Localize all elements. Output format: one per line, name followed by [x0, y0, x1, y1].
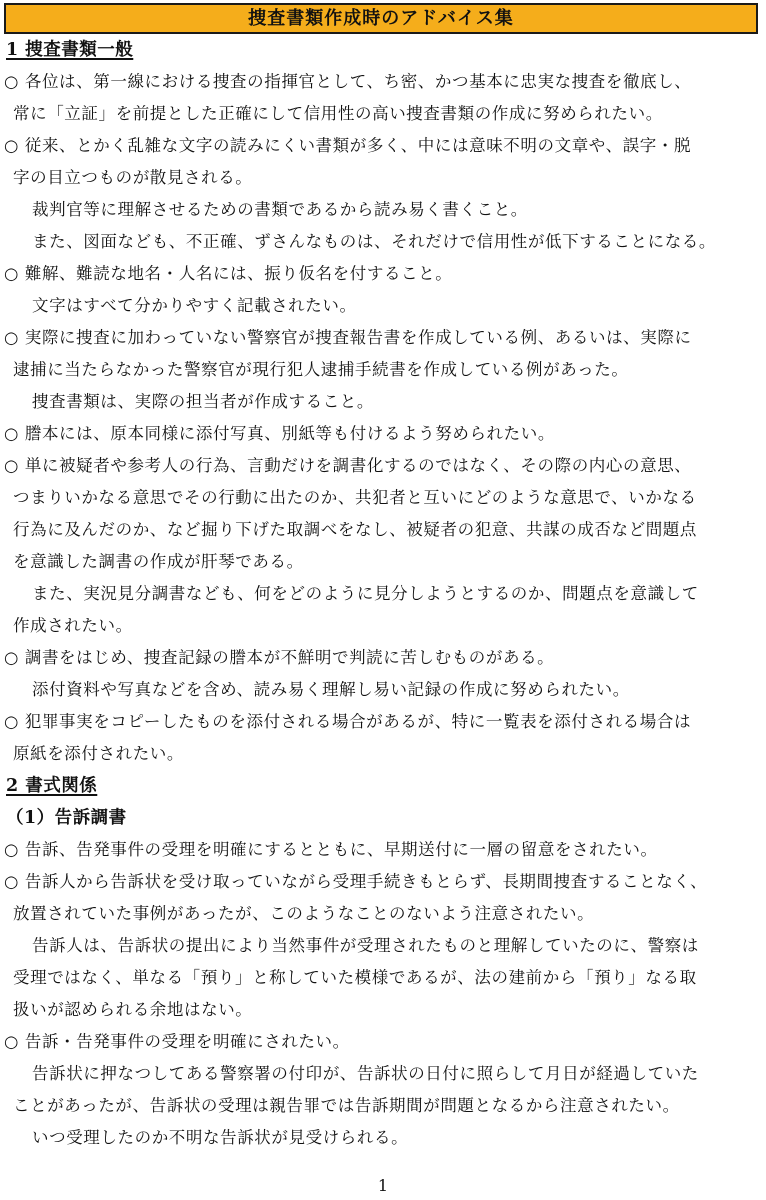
section-2-line: ことがあったが、告訴状の受理は親告罪では告訴期間が問題となるから注意されたい。: [13, 1096, 680, 1115]
section-1-line: ○ 単に被疑者や参考人の行為、言動だけを調書化するのではなく、その際の内心の意思、: [4, 456, 692, 475]
section-1-line: 作成されたい。: [13, 616, 133, 635]
section-2-heading: 2 書式関係: [6, 776, 98, 796]
section-2-line: ○ 告訴・告発事件の受理を明確にされたい。: [4, 1032, 350, 1051]
section-1-line: 常に「立証」を前提とした正確にして信用性の高い捜査書類の作成に努められたい。: [13, 104, 663, 123]
section-1-line: 文字はすべて分かりやすく記載されたい。: [32, 296, 357, 315]
document-title-banner: 捜査書類作成時のアドバイス集: [4, 3, 758, 34]
section-1-line: 添付資料や写真などを含め、読み易く理解し易い記録の作成に努められたい。: [32, 680, 630, 699]
section-1-line: ○ 難解、難読な地名・人名には、振り仮名を付すること。: [4, 264, 453, 283]
page-number: 1: [377, 1176, 389, 1195]
section-2-line: 扱いが認められる余地はない。: [13, 1000, 253, 1019]
section-2-subheading: （1）告訴調書: [6, 808, 127, 828]
section-2-line: 告訴人は、告訴状の提出により当然事件が受理されたものと理解していたのに、警察は: [32, 936, 699, 955]
section-1-line: ○ 犯罪事実をコピーしたものを添付される場合があるが、特に一覧表を添付される場合は: [4, 712, 692, 731]
section-1-heading: 1 捜査書類一般: [6, 40, 134, 60]
section-1-line: 行為に及んだのか、など掘り下げた取調べをなし、被疑者の犯意、共謀の成否など問題点: [13, 520, 697, 539]
section-2-line: ○ 告訴、告発事件の受理を明確にするとともに、早期送付に一層の留意をされたい。: [4, 840, 658, 859]
section-2-line: 告訴状に押なつしてある警察署の付印が、告訴状の日付に照らして月日が経過していた: [32, 1064, 699, 1083]
section-1-line: ○ 実際に捜査に加わっていない警察官が捜査報告書を作成している例、あるいは、実際に: [4, 328, 692, 347]
section-1-line: ○ 謄本には、原本同様に添付写真、別紙等も付けるよう努められたい。: [4, 424, 555, 443]
section-1-line: 字の目立つものが散見される。: [13, 168, 253, 187]
section-1-line: 原紙を添付されたい。: [13, 744, 184, 763]
section-1-line: ○ 従来、とかく乱雑な文字の読みにくい書類が多く、中には意味不明の文章や、誤字・脱: [4, 136, 692, 155]
section-1-line: つまりいかなる意思でその行動に出たのか、共犯者と互いにどのような意思で、いかなる: [13, 488, 697, 507]
section-2-line: ○ 告訴人から告訴状を受け取っていながら受理手続きもとらず、長期間捜査することなく、: [4, 872, 708, 891]
section-1-line: 裁判官等に理解させるための書類であるから読み易く書くこと。: [32, 200, 528, 219]
section-2-line: 受理ではなく、単なる「預り」と称していた模様であるが、法の建前から「預り」なる取: [13, 968, 697, 987]
section-1-line: 捜査書類は、実際の担当者が作成すること。: [32, 392, 374, 411]
section-2-line: いつ受理したのか不明な告訴状が見受けられる。: [32, 1128, 409, 1147]
section-1-line: 逮捕に当たらなかった警察官が現行犯人逮捕手続書を作成している例があった。: [13, 360, 629, 379]
section-1-line: ○ 調書をはじめ、捜査記録の謄本が不鮮明で判読に苦しむものがある。: [4, 648, 555, 667]
section-1-line: また、図面なども、不正確、ずさんなものは、それだけで信用性が低下することになる。: [32, 232, 716, 251]
section-1-line: また、実況見分調書なども、何をどのように見分しようとするのか、問題点を意識して: [32, 584, 699, 603]
section-2-line: 放置されていた事例があったが、このようなことのないよう注意されたい。: [13, 904, 595, 923]
section-1-line: ○ 各位は、第一線における捜査の指揮官として、ち密、かつ基本に忠実な捜査を徹底し、: [4, 72, 692, 91]
section-1-line: を意識した調書の作成が肝琴である。: [13, 552, 304, 571]
